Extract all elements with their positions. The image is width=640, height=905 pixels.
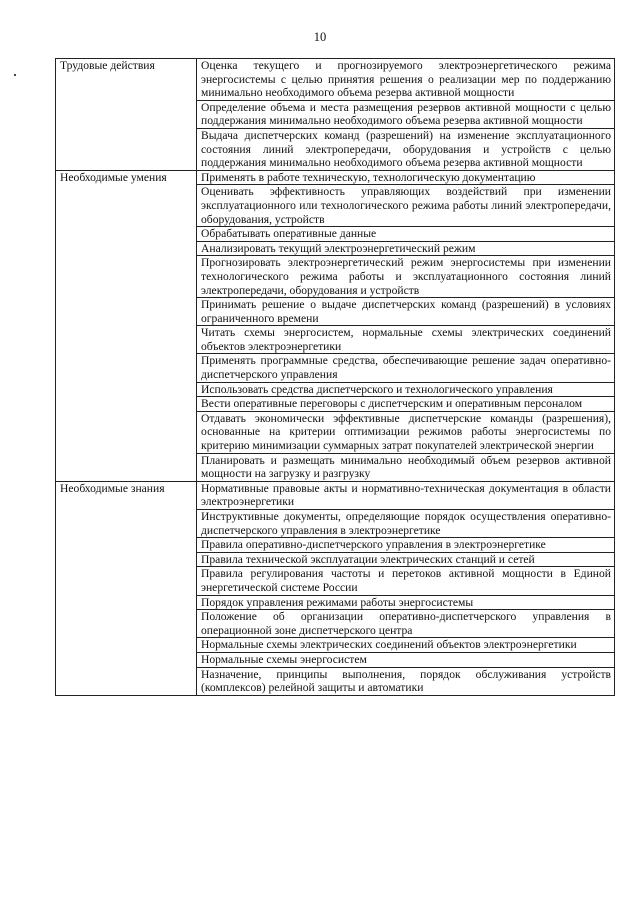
competency-table [55,58,615,696]
section-item: Планировать и размещать минимально необходимый объем резервов активной мощности на загрузку и разгрузку [197,453,615,481]
section-item: Читать схемы энергосистем, нормальные схемы электрических соединений объектов электроэнергетики [197,326,615,354]
section-item: Обрабатывать оперативные данные [197,227,615,242]
table-row [56,59,615,101]
table-row [56,170,615,185]
section-category: Необходимые знания [56,481,197,695]
section-category: Трудовые действия [56,59,197,171]
section-category: Необходимые умения [56,170,197,481]
section-item: Использовать средства диспетчерского и технологического управления [197,382,615,397]
competency-table-body [56,59,615,696]
section-item: Назначение, принципы выполнения, порядок обслуживания устройств (комплексов) релейной защиты и автоматики [197,667,615,695]
section-item: Правила оперативно-диспетчерского управления в электроэнергетике [197,538,615,553]
section-item: Нормальные схемы энергосистем [197,652,615,667]
section-item: Положение об организации оперативно-диспетчерского управления в операционной зоне диспетчерского центра [197,610,615,638]
section-item: Инструктивные документы, определяющие порядок осуществления оперативно-диспетчерского управления в электроэнергетике [197,510,615,538]
section-item: Анализировать текущий электроэнергетический режим [197,241,615,256]
section-item: Нормальные схемы электрических соединений объектов электроэнергетики [197,638,615,653]
section-item: Отдавать экономически эффективные диспетчерские команды (разрешения), основанные на критерии оптимизации режимов работы энергосистемы по критерию минимизации суммарных затрат покупателей электрической энергии [197,411,615,453]
section-item: Определение объема и места размещения резервов активной мощности с целью поддержания минимально необходимого объема резерва активной мощности [197,100,615,128]
section-item: Применять в работе техническую, технологическую документацию [197,170,615,185]
scan-speck [14,74,16,76]
page-number: 10 [313,30,327,44]
section-item: Выдача диспетчерских команд (разрешений) на изменение эксплуатационного состояния линий электропередачи, оборудования и устройств с целью поддержания минимально необходимого объема резерва активной мощности [197,128,615,170]
section-item: Применять программные средства, обеспечивающие решение задач оперативно-диспетчерского управления [197,354,615,382]
section-item: Порядок управления режимами работы энергосистемы [197,595,615,610]
section-item: Оценивать эффективность управляющих воздействий при изменении эксплуатационного или технологического режима работы линий электропередачи, оборудования, устройств [197,185,615,227]
section-item: Принимать решение о выдаче диспетчерских команд (разрешений) в условиях ограниченного времени [197,298,615,326]
section-item: Правила технической эксплуатации электрических станций и сетей [197,552,615,567]
section-item: Вести оперативные переговоры с диспетчерским и оперативным персоналом [197,397,615,412]
section-item: Правила регулирования частоты и перетоков активной мощности в Единой энергетической системе России [197,567,615,595]
section-item: Оценка текущего и прогнозируемого электроэнергетического режима энергосистемы с целью принятия решения о реализации мер по поддержанию минимально необходимого объема резерва активной мощности [197,59,615,101]
section-item: Нормативные правовые акты и нормативно-техническая документация в области электроэнергетики [197,481,615,509]
table-row [56,481,615,509]
section-item: Прогнозировать электроэнергетический режим энергосистемы при изменении технологического режима работы и эксплуатационного состояния линий электропередачи, оборудования и устройств [197,256,615,298]
